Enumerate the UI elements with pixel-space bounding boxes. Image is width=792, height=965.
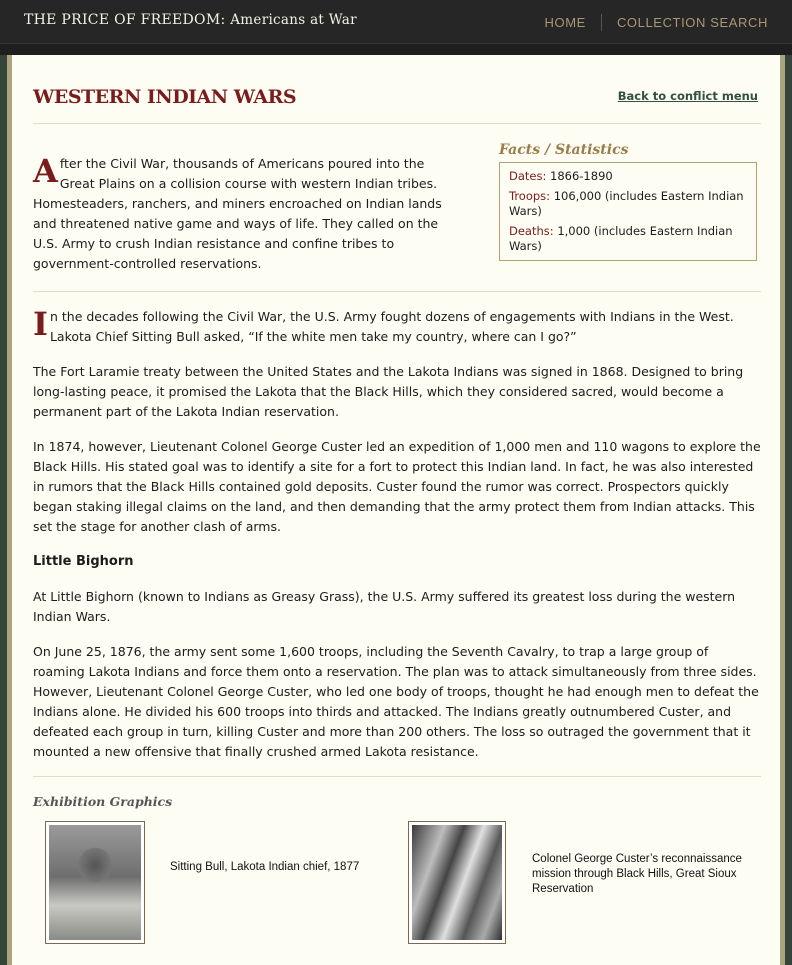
paragraph bbox=[33, 307, 761, 347]
facts-heading: Facts / Statistics bbox=[499, 142, 629, 158]
nav-collection-search[interactable]: COLLECTION SEARCH bbox=[616, 15, 768, 30]
divider bbox=[33, 123, 761, 124]
black-hills-photo bbox=[412, 825, 502, 940]
subheading: Little Bighorn bbox=[33, 554, 134, 569]
facts-box bbox=[499, 162, 757, 261]
paragraph: In 1874, however, Lieutenant Colonel George Custer led an expedition of 1,000 men and 110 wagons to explore the Black Hills. His stated goal was to identify a site for a fort to protect this Indian land. In fact, he was also interested in rumors that the Black Hills contained gold deposits. Custer found the rumor was correct. Prospectors quickly began staking illegal claims on the land, and then demanding that the army protect them from Indian attacks. This set the stage for another clash of arms. bbox=[33, 439, 761, 534]
sitting-bull-caption: Sitting Bull, Lakota Indian chief, 1877 bbox=[170, 861, 360, 873]
site-title-caps: THE PRICE OF FREEDOM: bbox=[24, 12, 226, 28]
fact-value: 1,000 (includes Eastern Indian Wars) bbox=[509, 224, 733, 253]
fact-value: 106,000 (includes Eastern Indian Wars) bbox=[509, 189, 744, 218]
fact-deaths bbox=[509, 224, 747, 254]
nav-home[interactable]: HOME bbox=[544, 15, 586, 30]
drop-cap: A bbox=[33, 152, 58, 190]
content-panel bbox=[7, 55, 785, 965]
sitting-bull-thumbnail[interactable] bbox=[45, 821, 145, 944]
custer-caption: Colonel George Custer’s reconnaissance mission through Black Hills, Great Sioux Reservation bbox=[532, 853, 742, 895]
back-to-conflict-menu-link[interactable]: Back to conflict menu bbox=[617, 89, 758, 103]
fact-troops bbox=[509, 189, 747, 219]
site-title-rest: Americans at War bbox=[230, 12, 357, 28]
fact-label: Deaths: bbox=[509, 224, 554, 238]
paragraph: On June 25, 1876, the army sent some 1,600 troops, including the Seventh Cavalry, to trap a large group of roaming Lakota Indians and force them onto a reservation. The plan was to attack simultaneously from three sides. However, Lieutenant Colonel George Custer, who led one body of troops, thought he had enough men to defeat the Indians alone. He divided his 600 troops into thirds and attacked. The Indians greatly outnumbered Custer, and defeated each group in turn, killing Custer and more than 200 others. The loss so outraged the government that it mounted a new offensive that finally crushed armed Lakota resistance. bbox=[33, 644, 759, 759]
site-title[interactable] bbox=[24, 12, 357, 28]
custer-thumbnail[interactable] bbox=[408, 821, 506, 944]
paragraph: The Fort Laramie treaty between the United States and the Lakota Indians was signed in 1868. Designed to bring long-lasting peace, it promised the Lakota that the Black Hills, which they considered sacred, would become a permanent part of the Lakota Indian reservation. bbox=[33, 364, 744, 419]
divider bbox=[33, 291, 761, 292]
intro-paragraph bbox=[33, 154, 453, 274]
paragraph-text: n the decades following the Civil War, the U.S. Army fought dozens of engagements with Indians in the West. Lakota Chief Sitting Bull asked, “If the white men take my country, where can I go?” bbox=[49, 309, 734, 344]
top-nav bbox=[545, 14, 768, 31]
fact-label: Troops: bbox=[509, 189, 551, 203]
exhibition-heading: Exhibition Graphics bbox=[33, 794, 173, 809]
page-title: WESTERN INDIAN WARS bbox=[33, 86, 297, 108]
fact-value: 1866-1890 bbox=[550, 169, 613, 183]
paragraph: At Little Bighorn (known to Indians as Greasy Grass), the U.S. Army suffered its greatest loss during the western Indian Wars. bbox=[33, 589, 736, 624]
article-body bbox=[33, 307, 761, 777]
divider bbox=[33, 776, 761, 777]
intro-text: fter the Civil War, thousands of Americans poured into the Great Plains on a collision course with western Indian tribes. Homesteaders, ranchers, and miners encroached on Indian lands and threatened native game and ways of life. They called on the U.S. Army to crush Indian resistance and confine tribes to government-controlled reservations. bbox=[33, 156, 442, 271]
fact-label: Dates: bbox=[509, 169, 547, 183]
header-shadow bbox=[0, 43, 792, 55]
sitting-bull-photo bbox=[49, 825, 141, 940]
fact-dates bbox=[509, 169, 747, 184]
drop-cap: I bbox=[33, 305, 48, 343]
nav-divider bbox=[601, 14, 602, 31]
